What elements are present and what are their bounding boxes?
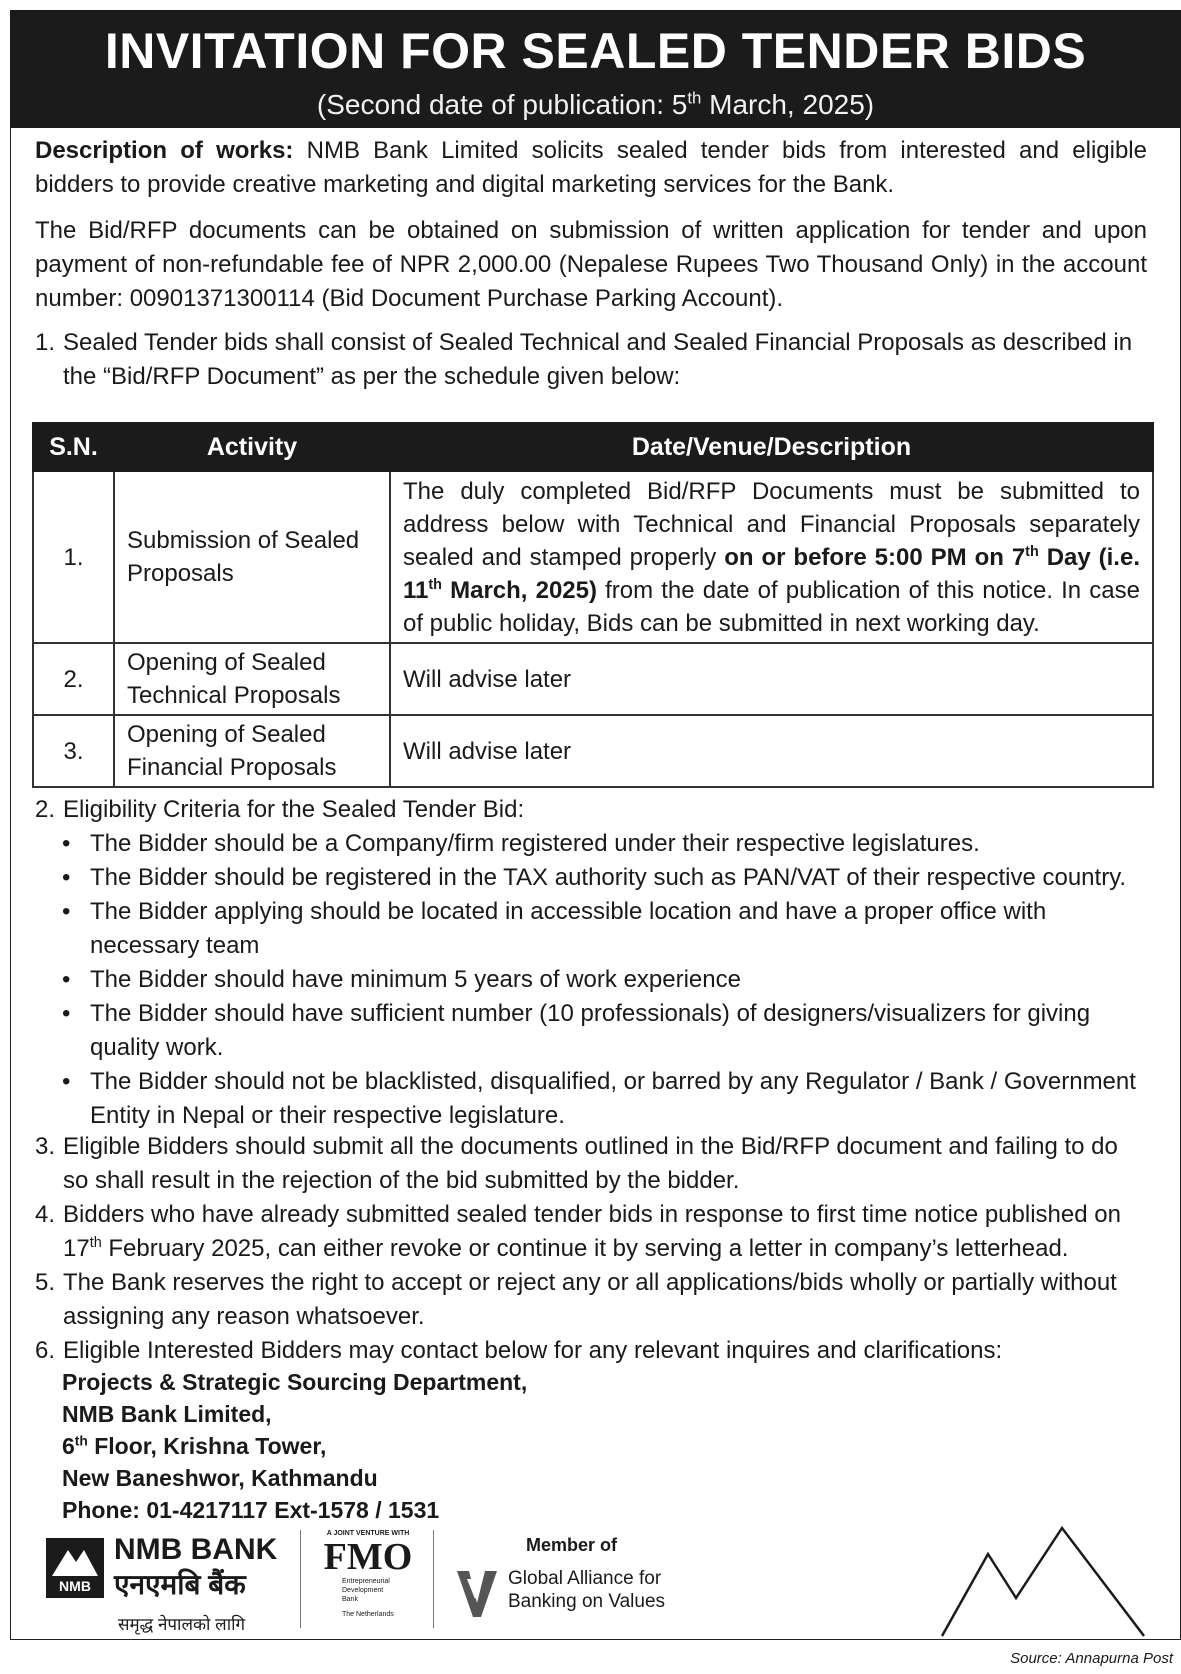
fmo-logo: A JOINT VENTURE WITH FMO Entrepreneurial Development Bank The Netherlands <box>318 1530 418 1619</box>
fmo-name: FMO <box>323 1536 413 1578</box>
list-item: • The Bidder applying should be located in accessible location and have a proper office with necessary team <box>62 898 1047 959</box>
col-description: Date/Venue/Description <box>390 423 1153 471</box>
logo-divider <box>300 1530 301 1628</box>
list-item-4: 4. Bidders who have already submitted sealed tender bids in response to first time notice published on 17th February 2025, can either revoke or continue it by serving a letter in company’s letterhead. <box>35 1201 1121 1262</box>
table-row <box>33 471 1153 643</box>
row-description: Will advise later <box>390 643 1153 715</box>
row-sn: 2. <box>33 643 114 715</box>
notice-header <box>10 10 1181 128</box>
table-row <box>33 643 1153 715</box>
contact-address: New Baneshwor, Kathmandu <box>62 1465 378 1491</box>
contact-floor: 6th Floor, Krishna Tower, <box>62 1433 327 1459</box>
table-header-row <box>33 423 1153 471</box>
nmb-logo-icon: NMB <box>46 1538 104 1598</box>
contact-bank: NMB Bank Limited, <box>62 1401 272 1427</box>
list-item: • The Bidder should have minimum 5 years of work experience <box>62 966 741 993</box>
mountain-graphic <box>938 1524 1148 1638</box>
description-paragraph: Description of works: NMB Bank Limited solicits sealed tender bids from interested and eligible bidders to provide creative marketing and digital marketing services for the Bank. <box>35 137 1147 198</box>
contact-department: Projects & Strategic Sourcing Department, <box>62 1369 528 1395</box>
row-sn: 3. <box>33 715 114 787</box>
list-item: • The Bidder should be a Company/firm registered under their respective legislatures. <box>62 830 980 857</box>
row-activity: Submission of Sealed Proposals <box>114 471 390 643</box>
schedule-table <box>32 422 1154 788</box>
publication-date: (Second date of publication: 5th March, 2025) <box>316 88 875 120</box>
notice-title: INVITATION FOR SEALED TENDER BIDS <box>104 23 1087 79</box>
col-sn: S.N. <box>33 423 114 471</box>
col-activity: Activity <box>114 423 390 471</box>
contact-block <box>62 1366 527 1526</box>
nmb-bank-name-devanagari: एनएमबि बैंक <box>114 1569 246 1600</box>
list-item-5: 5. The Bank reserves the right to accept or reject any or all applications/bids wholly or partially without assigning any reason whatsoever. <box>35 1269 1117 1330</box>
nmb-bank-name: NMB BANK <box>114 1533 278 1566</box>
list-item-3: 3. Eligible Bidders should submit all the documents outlined in the Bid/RFP document and failing to do so shall result in the rejection of the bid submitted by the bidder. <box>35 1133 1118 1194</box>
list-item: • The Bidder should be registered in the TAX authority such as PAN/VAT of their respective country. <box>62 864 1127 891</box>
row-sn: 1. <box>33 471 114 643</box>
eligibility-bullets <box>62 827 1152 1133</box>
list-item: • The Bidder should have sufficient number (10 professionals) of designers/visualizers for giving quality work. <box>62 1000 1091 1061</box>
row-description: The duly completed Bid/RFP Documents must be submitted to address below with Technical and Financial Proposals separately sealed and stamped properly on or before 5:00 PM on 7th Day (i.e. 11th March, 2025) from the date of publication of this notice. In case of public holiday, Bids can be submitted in next working day. <box>390 471 1153 643</box>
rfp-paragraph: The Bid/RFP documents can be obtained on submission of written application for tender and upon payment of non-refundable fee of NPR 2,000.00 (Nepalese Rupees Two Thousand Only) in the account number: 00901371300114 (Bid Document Purchase Parking Account). <box>35 217 1147 312</box>
row-description: Will advise later <box>390 715 1153 787</box>
gabv-v-icon <box>455 1565 499 1621</box>
logo-divider <box>433 1530 434 1628</box>
list-item-2: 2. Eligibility Criteria for the Sealed Tender Bid: <box>35 796 525 823</box>
row-activity: Opening of Sealed Financial Proposals <box>114 715 390 787</box>
source-credit: Source: Annapurna Post <box>1010 1650 1173 1667</box>
row-activity: Opening of Sealed Technical Proposals <box>114 643 390 715</box>
nmb-tagline: समृद्ध नेपालको लागि <box>118 1615 246 1634</box>
list-item-1: 1. Sealed Tender bids shall consist of Sealed Technical and Sealed Financial Proposals as described in the “Bid/RFP Document” as per the schedule given below: <box>35 329 1133 390</box>
contact-phone: Phone: 01-4217117 Ext-1578 / 1531 <box>62 1497 440 1523</box>
list-item: • The Bidder should not be blacklisted, disqualified, or barred by any Regulator / Bank / Government Entity in Nepal or their respective legislature. <box>62 1068 1136 1129</box>
table-row <box>33 715 1153 787</box>
list-item-6: 6. Eligible Interested Bidders may contact below for any relevant inquires and clarifications: <box>35 1337 1003 1364</box>
